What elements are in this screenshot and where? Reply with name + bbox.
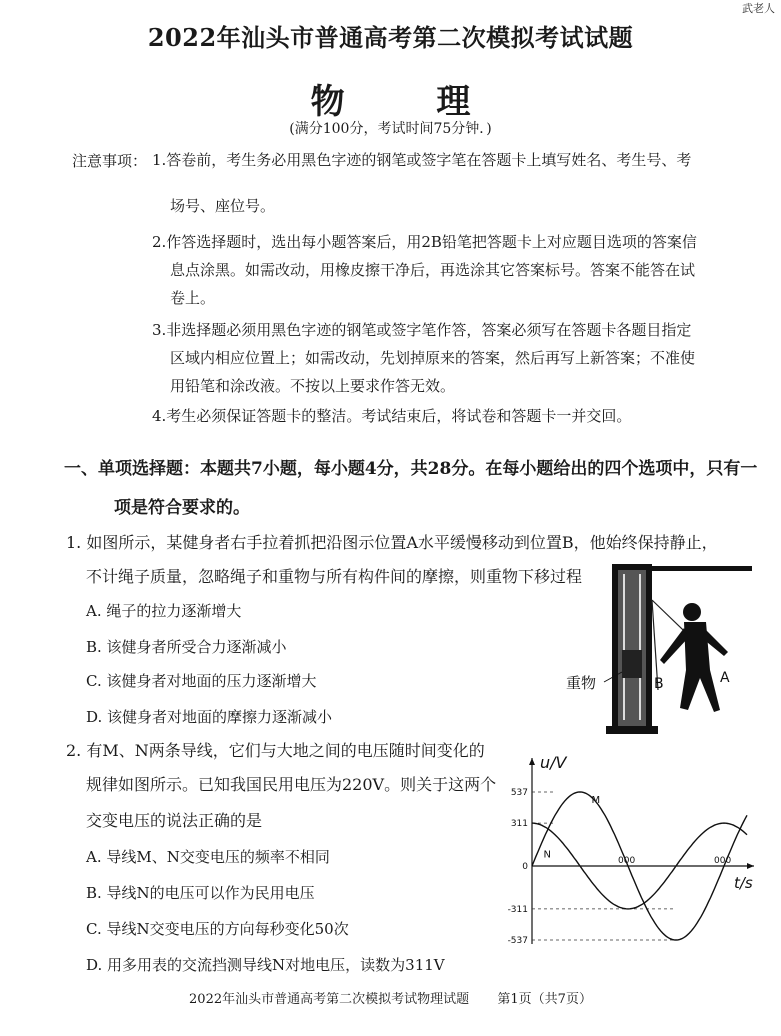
label-b: B — [654, 676, 664, 692]
voltage-chart — [496, 748, 766, 948]
q2-stem-cont: 规律如图所示。已知我国民用电压为220V。则关于这两个 — [86, 775, 497, 794]
q1-stem-cont: 不计绳子质量，忽略绳子和重物与所有构件间的摩擦，则重物下移过程 — [86, 567, 583, 586]
notice-line: 卷上。 — [170, 289, 216, 307]
exam-title: 2022年汕头市普通高考第二次模拟考试试题 — [147, 23, 634, 52]
q2-stem: 2. 有M、N两条导线，它们与大地之间的电压随时间变化的 — [66, 741, 485, 760]
subject-heading: 物 理 — [310, 82, 511, 122]
notice-line: 用铅笔和涂改液。不按以上要求作答无效。 — [170, 377, 456, 395]
q1-option-c: C. 该健身者对地面的压力逐渐增大 — [86, 672, 317, 690]
notice-line: 1.答卷前，考生务必用黑色字迹的钢笔或签字笔在答题卡上填写姓名、考生号、考 — [152, 151, 692, 169]
x-axis-arrow — [747, 863, 754, 869]
label-a: A — [720, 670, 730, 686]
notice-line: 场号、座位号。 — [170, 197, 276, 215]
footer-title: 2022年汕头市普通高考第二次模拟考试物理试题 — [189, 992, 470, 1007]
corner-mark: 武老人 — [742, 2, 775, 15]
q1-stem: 1. 如图所示，某健身者右手拉着抓把沿图示位置A水平缓慢移动到位置B，他始终保持静止， — [66, 533, 718, 552]
q1-option-b: B. 该健身者所受合力逐渐减小 — [86, 638, 287, 656]
page-footer — [0, 988, 781, 1007]
y-axis-label: u/V — [540, 753, 567, 772]
label-weight: 重物 — [566, 674, 597, 692]
notice-line: 4.考生必须保证答题卡的整洁。考试结束后，将试卷和答题卡一并交回。 — [152, 407, 632, 425]
notice-line: 区域内相应位置上；如需改动，先划掉原来的答案，然后再写上新答案；不准使 — [170, 349, 696, 367]
series-label: M — [591, 795, 601, 807]
notice-line: 2.作答选择题时，选出每小题答案后，用2B铅笔把答题卡上对应题目选项的答案信 — [152, 233, 697, 251]
footer-page: 第1页（共7页） — [497, 992, 592, 1007]
q2-stem-cont2: 交变电压的说法正确的是 — [86, 811, 263, 830]
notice-line: 息点涂黑。如需改动，用橡皮擦干净后，再选涂其它答案标号。答案不能答在试 — [170, 261, 696, 279]
q2-option-a: A. 导线M、N交变电压的频率不相同 — [86, 848, 330, 866]
section-heading-cont: 项是符合要求的。 — [114, 498, 250, 518]
notice-line: 3.非选择题必须用黑色字迹的钢笔或签字笔作答，答案必须写在答题卡各题目指定 — [152, 321, 692, 339]
section-heading: 一、单项选择题：本题共7小题，每小题4分，共28分。在每小题给出的四个选项中，只有一 — [64, 459, 758, 479]
x-tick-label: 000 — [714, 856, 732, 866]
cable-machine-frame — [606, 564, 752, 734]
y-tick-label: 0 — [522, 862, 528, 872]
q2-option-c: C. 导线N交变电压的方向每秒变化50次 — [86, 920, 349, 938]
q1-option-d: D. 该健身者对地面的摩擦力逐渐减小 — [86, 708, 333, 726]
notice-heading: 注意事项： — [72, 152, 148, 170]
y-tick-label: 311 — [510, 819, 528, 830]
series-label: N — [543, 849, 552, 861]
y-tick-label: -537 — [507, 936, 528, 946]
exam-note: (满分100分，考试时间75分钟．) — [289, 121, 492, 137]
y-tick-label: 537 — [510, 788, 528, 798]
q2-option-b: B. 导线N的电压可以作为民用电压 — [86, 884, 315, 902]
x-axis-label: t/s — [734, 874, 753, 892]
q1-option-a: A. 绳子的拉力逐渐增大 — [86, 602, 242, 620]
y-tick-label: -311 — [507, 904, 528, 915]
q2-option-d: D. 用多用表的交流挡测导线N对地电压，读数为311V — [86, 956, 445, 974]
person-silhouette — [660, 603, 728, 712]
y-axis-arrow — [529, 758, 535, 765]
x-tick-label: 000 — [618, 856, 636, 866]
q1-figure — [560, 560, 760, 740]
